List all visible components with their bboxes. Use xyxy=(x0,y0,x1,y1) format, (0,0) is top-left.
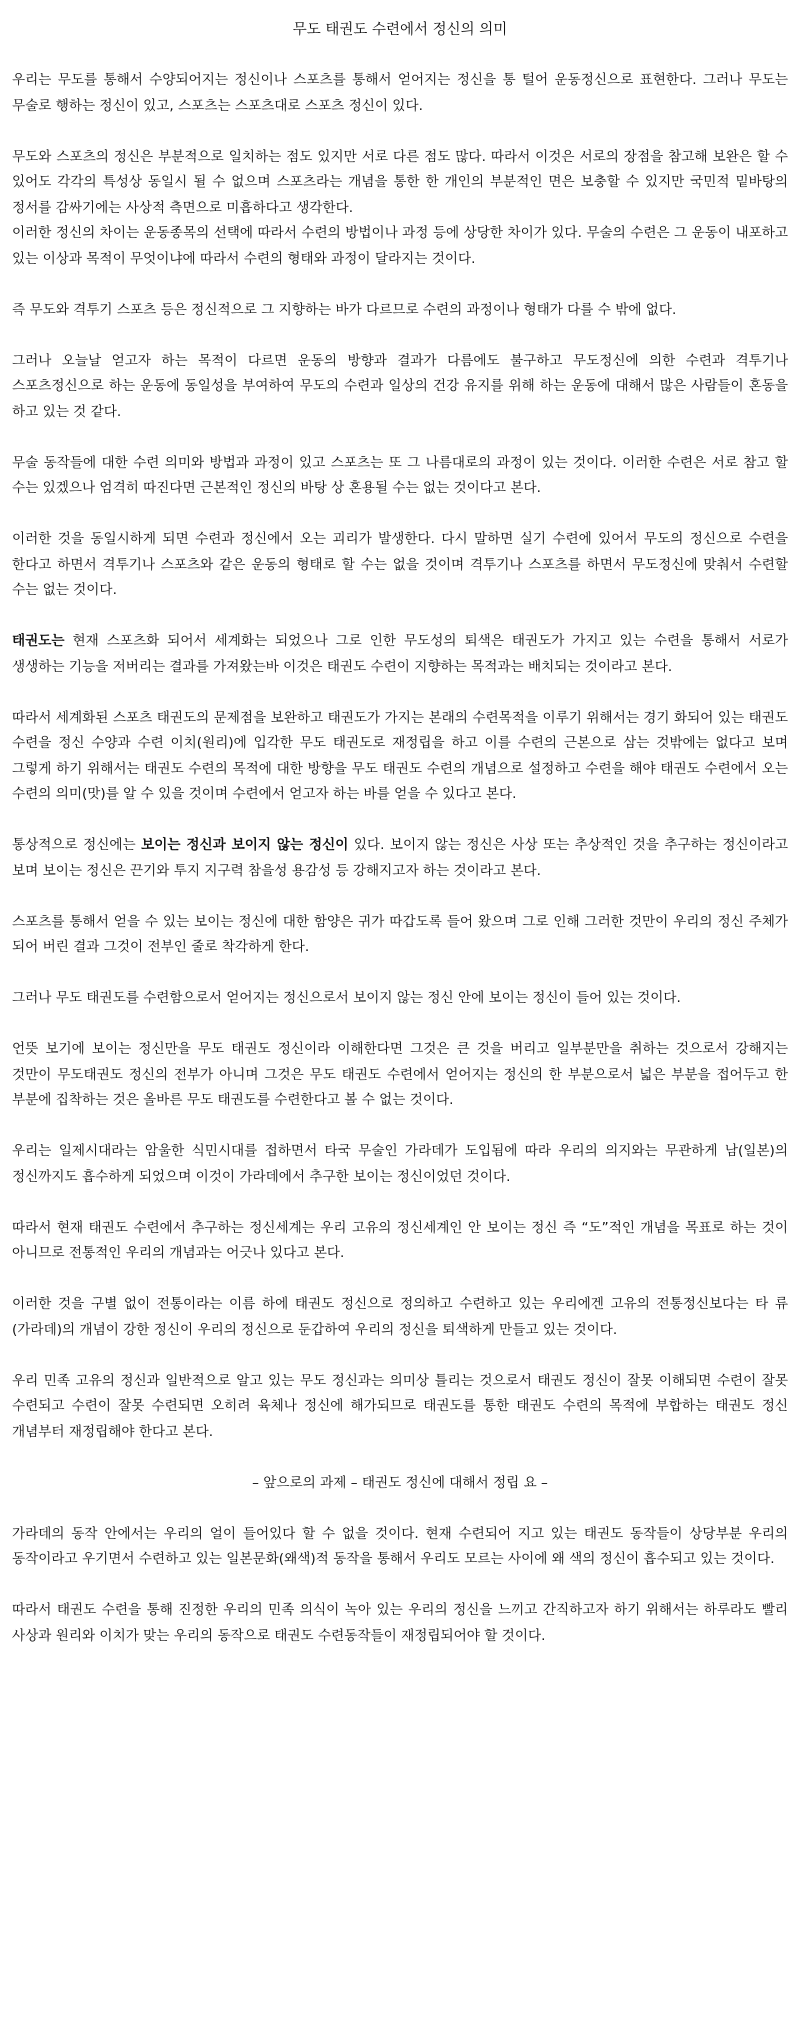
paragraph-8-text: 현재 스포츠화 되어서 세계화는 되었으나 그로 인한 무도성의 퇴색은 태권도가 가지고 있는 수련을 통해서 서로가 생생하는 기능을 저버리는 결과를 가져왔는바 이것은 태권도 수련이 지향하는 목적과는 배치되는 것이라고 본다. xyxy=(12,633,788,675)
paragraph-16: 이러한 것을 구별 없이 전통이라는 이름 하에 태권도 정신으로 정의하고 수련하고 있는 우리에겐 고유의 전통정신보다는 타 류(가라데)의 개념이 강한 정신이 우리의 정신으로 둔갑하여 우리의 정신을 퇴색하게 만들고 있는 것이다. xyxy=(12,1296,788,1338)
paragraph-8 xyxy=(12,629,788,680)
paragraph-14: 우리는 일제시대라는 암울한 식민시대를 접하면서 타국 무술인 가라데가 도입됨에 따라 우리의 의지와는 무관하게 남(일본)의 정신까지도 흡수하게 되었으며 이것이 가라데에서 추구한 보이는 정신이었던 것이다. xyxy=(12,1143,788,1185)
paragraph-10-text-a: 통상적으로 정신에는 xyxy=(12,837,142,853)
paragraph-6: 무술 동작들에 대한 수련 의미와 방법과 과정이 있고 스포츠는 또 그 나름대로의 과정이 있는 것이다. 이러한 수련은 서로 참고 할 수는 있겠으나 엄격히 따진다면 근본적인 정신의 바탕 상 혼용될 수는 없는 것이다고 본다. xyxy=(12,454,788,496)
paragraph-10 xyxy=(12,833,788,884)
paragraph-3: 이러한 정신의 차이는 운동종목의 선택에 따라서 수련의 방법이나 과정 등에 상당한 차이가 있다. 무술의 수련은 그 운동이 내포하고 있는 이상과 목적이 무엇이냐에 따라서 수련의 형태와 과정이 달라지는 것이다. xyxy=(12,225,788,267)
article-title: 무도 태권도 수련에서 정신의 의미 xyxy=(292,22,508,38)
paragraph-2: 무도와 스포츠의 정신은 부분적으로 일치하는 점도 있지만 서로 다른 점도 많다. 따라서 이것은 서로의 장점을 참고해 보완은 할 수 있어도 각각의 특성상 동일시 될 수 없으며 스포츠라는 개념을 통한 한 개인의 부분적인 면은 보충할 수 있지만 국민적 밑바탕의 정서를 감싸기에는 사상적 측면으로 미흡하다고 생각한다. xyxy=(12,148,788,216)
paragraph-10-text-b: 있다. 보이지 않는 정신은 사상 또는 추상적인 것을 추구하는 정신이라고 보며 보이는 정신은 끈기와 투지 지구력 참을성 용감성 등 강해지고자 하는 것이라고 본다. xyxy=(12,837,788,879)
paragraph-7: 이러한 것을 동일시하게 되면 수련과 정신에서 오는 괴리가 발생한다. 다시 말하면 실기 수련에 있어서 무도의 정신으로 수련을 한다고 하면서 격투기나 스포츠와 같은 운동의 형태로 할 수는 없을 것이며 격투기나 스포츠를 하면서 무도정신에 맞춰서 수련할 수는 없는 것이다. xyxy=(12,531,788,598)
paragraph-1: 우리는 무도를 통해서 수양되어지는 정신이나 스포츠를 통해서 얻어지는 정신을 통 털어 운동정신으로 표현한다. 그러나 무도는 무술로 행하는 정신이 있고, 스포츠는 스포츠대로 스포츠 정신이 있다. xyxy=(12,72,788,114)
paragraph-19: 따라서 태권도 수련을 통해 진정한 우리의 민족 의식이 녹아 있는 우리의 정신을 느끼고 간직하고자 하기 위해서는 하루라도 빨리 사상과 원리와 이치가 맞는 우리의 동작으로 태권도 수련동작들이 재정립되어야 할 것이다. xyxy=(12,1602,788,1644)
paragraph-18: 가라데의 동작 안에서는 우리의 얼이 들어있다 할 수 없을 것이다. 현재 수련되어 지고 있는 태권도 동작들이 상당부분 우리의 동작이라고 우기면서 수련하고 있는 일본문화(왜색)적 동작을 통해서 우리도 모르는 사이에 왜 색의 정신이 흡수되고 있는 것이다. xyxy=(12,1525,788,1567)
paragraph-15: 따라서 현재 태권도 수련에서 추구하는 정신세계는 우리 고유의 정신세계인 안 보이는 정신 즉 “도”적인 개념을 목표로 하는 것이 아니므로 전통적인 우리의 개념과는 어긋나 있다고 본다. xyxy=(12,1219,788,1261)
paragraph-17: 우리 민족 고유의 정신과 일반적으로 알고 있는 무도 정신과는 의미상 틀리는 것으로서 태권도 정신이 잘못 이해되면 수련이 잘못 수련되고 수련이 잘못 수련되면 오히려 육체나 정신에 해가되므로 태권도를 통한 태권도 수련의 목적에 부합하는 태권도 정신 개념부터 재정립해야 한다고 본다. xyxy=(12,1372,788,1440)
paragraph-10-bold: 보이는 정신과 보이지 않는 정신이 xyxy=(141,837,349,853)
paragraph-8-bold: 태권도는 xyxy=(12,633,65,649)
paragraph-5: 그러나 오늘날 얻고자 하는 목적이 다르면 운동의 방향과 결과가 다름에도 불구하고 무도정신에 의한 수련과 격투기나 스포츠정신으로 하는 운동에 동일성을 부여하여 무도의 수련과 일상의 건강 유지를 위해 하는 운동에 대해서 많은 사람들이 혼동을 하고 있는 것 같다. xyxy=(12,352,788,420)
paragraph-11: 스포츠를 통해서 얻을 수 있는 보이는 정신에 대한 함양은 귀가 따갑도록 들어 왔으며 그로 인해 그러한 것만이 우리의 정신 주체가 되어 버린 결과 그것이 전부인 줄로 착각하게 한다. xyxy=(12,913,788,955)
section-subheading: – 앞으로의 과제 – 태권도 정신에 대해서 정립 요 – xyxy=(252,1474,548,1491)
paragraph-12: 그러나 무도 태권도를 수련함으로서 얻어지는 정신으로서 보이지 않는 정신 안에 보이는 정신이 들어 있는 것이다. xyxy=(12,990,681,1006)
paragraph-13: 언뜻 보기에 보이는 정신만을 무도 태권도 정신이라 이해한다면 그것은 큰 것을 버리고 일부분만을 취하는 것으로서 강해지는 것만이 무도태권도 정신의 전부가 아니며 그것은 무도 태권도 수련에서 얻어지는 정신의 한 부분으로서 넓은 부분을 접어두고 한 부분에 집착하는 것은 올바른 무도 태권도를 수련한다고 볼 수 없는 것이다. xyxy=(12,1041,788,1108)
paragraph-4: 즉 무도와 격투기 스포츠 등은 정신적으로 그 지향하는 바가 다르므로 수련의 과정이나 형태가 다를 수 밖에 없다. xyxy=(12,301,677,318)
paragraph-9: 따라서 세계화된 스포츠 태권도의 문제점을 보완하고 태권도가 가지는 본래의 수련목적을 이루기 위해서는 경기 화되어 있는 태권도 수련을 정신 수양과 수련 이치(원리)에 입각한 무도 태권도로 재정립을 하고 이를 수련의 근본으로 삼는 것밖에는 없다고 보며 그렇게 하기 위해서는 태권도 수련의 목적에 대한 방향을 무도 태권도 수련의 개념으로 설정하고 수련을 해야 태권도 수련에서 오는 수련의 의미(맛)를 알 수 있을 것이며 수련에서 얻고자 하는 바를 얻을 수 있다고 본다. xyxy=(12,709,788,802)
